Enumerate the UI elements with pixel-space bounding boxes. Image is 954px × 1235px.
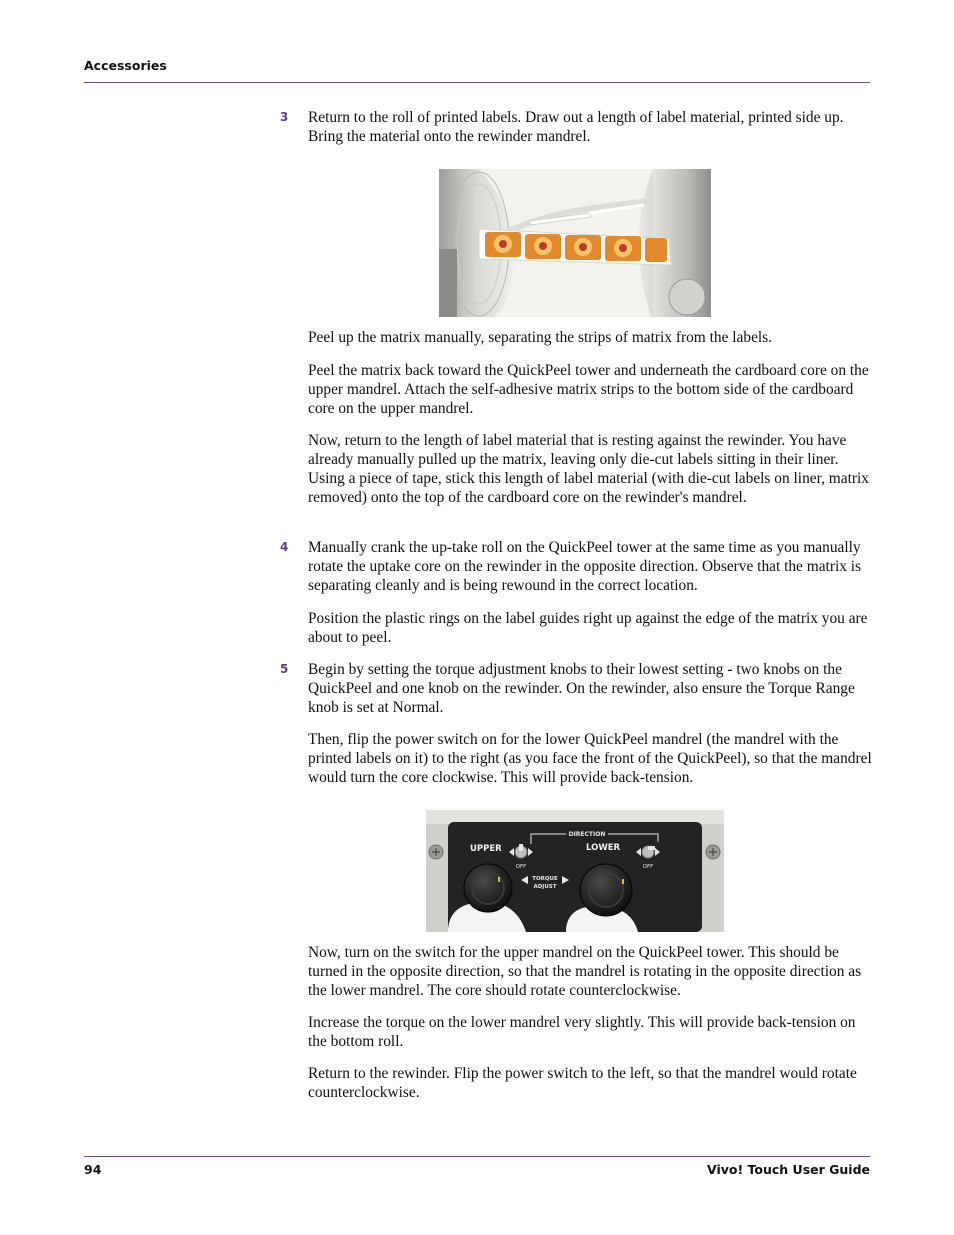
paragraph: Return to the rewinder. Flip the power switch to the left, so that the mandrel would rotate counterclockwise. bbox=[308, 1065, 857, 1101]
label-roll-photo bbox=[439, 169, 711, 317]
paragraph: Increase the torque on the lower mandrel very slightly. This will provide back-tension on the bottom roll. bbox=[308, 1014, 856, 1050]
paragraph: Now, return to the length of label material that is resting against the rewinder. You have already manually pulled up the matrix, leaving only die-cut labels sitting in their liner. Using a piece of tape, stick this length of label material (with die-cut labels on liner, matrix removed) onto the top of the cardboard core on the rewinder's mandrel. bbox=[308, 432, 869, 506]
guide-title: Vivo! Touch User Guide bbox=[707, 1162, 870, 1177]
paragraph: Then, flip the power switch on for the lower QuickPeel mandrel (the mandrel with the printed labels on it) to the right (as you face the front of the QuickPeel), so that the mandrel would turn the core clockwise. This will provide back-tension. bbox=[308, 731, 872, 786]
lower-label: LOWER bbox=[586, 843, 621, 853]
paragraph: Position the plastic rings on the label guides right up against the edge of the matrix you are about to peel. bbox=[308, 610, 868, 646]
label-roll-illustration bbox=[439, 169, 711, 317]
step-text: Manually crank the up-take roll on the QuickPeel tower at the same time as you manually rotate the uptake core on the rewinder in the opposite direction. Observe that the matrix is separating cleanly and is being rewound in the correct location. bbox=[308, 539, 862, 594]
direction-label: DIRECTION bbox=[568, 831, 606, 838]
step-number: 5 bbox=[280, 662, 289, 676]
step-number: 4 bbox=[280, 540, 289, 554]
header-rule bbox=[84, 82, 870, 83]
adjust-label: ADJUST bbox=[533, 884, 557, 890]
control-panel-photo bbox=[426, 810, 724, 932]
paragraph: Peel the matrix back toward the QuickPeel tower and underneath the cardboard core on the upper mandrel. Attach the self-adhesive matrix strips to the bottom side of the cardboard core on the upper mandrel. bbox=[308, 362, 869, 417]
running-header: Accessories bbox=[84, 58, 167, 73]
torque-label: TORQUE bbox=[532, 876, 558, 882]
paragraph: Peel up the matrix manually, separating the strips of matrix from the labels. bbox=[308, 329, 773, 346]
control-panel-illustration bbox=[426, 810, 724, 932]
lower-off-label: OFF bbox=[642, 864, 654, 870]
step-text: Begin by setting the torque adjustment knobs to their lowest setting - two knobs on the QuickPeel and one knob on the rewinder. On the rewinder, also ensure the Torque Range knob is set at Normal. bbox=[308, 661, 855, 716]
step-number: 3 bbox=[280, 110, 289, 124]
paragraph: Now, turn on the switch for the upper mandrel on the QuickPeel tower. This should be turned in the opposite direction, so that the mandrel is rotating in the opposite direction as the lower mandrel. The core should rotate counterclockwise. bbox=[308, 944, 862, 999]
page-number: 94 bbox=[84, 1162, 102, 1177]
step-text: Return to the roll of printed labels. Draw out a length of label material, printed side up. Bring the material onto the rewinder mandrel. bbox=[308, 109, 844, 145]
footer-rule bbox=[84, 1156, 870, 1157]
upper-label: UPPER bbox=[470, 844, 502, 854]
upper-off-label: OFF bbox=[515, 864, 527, 870]
